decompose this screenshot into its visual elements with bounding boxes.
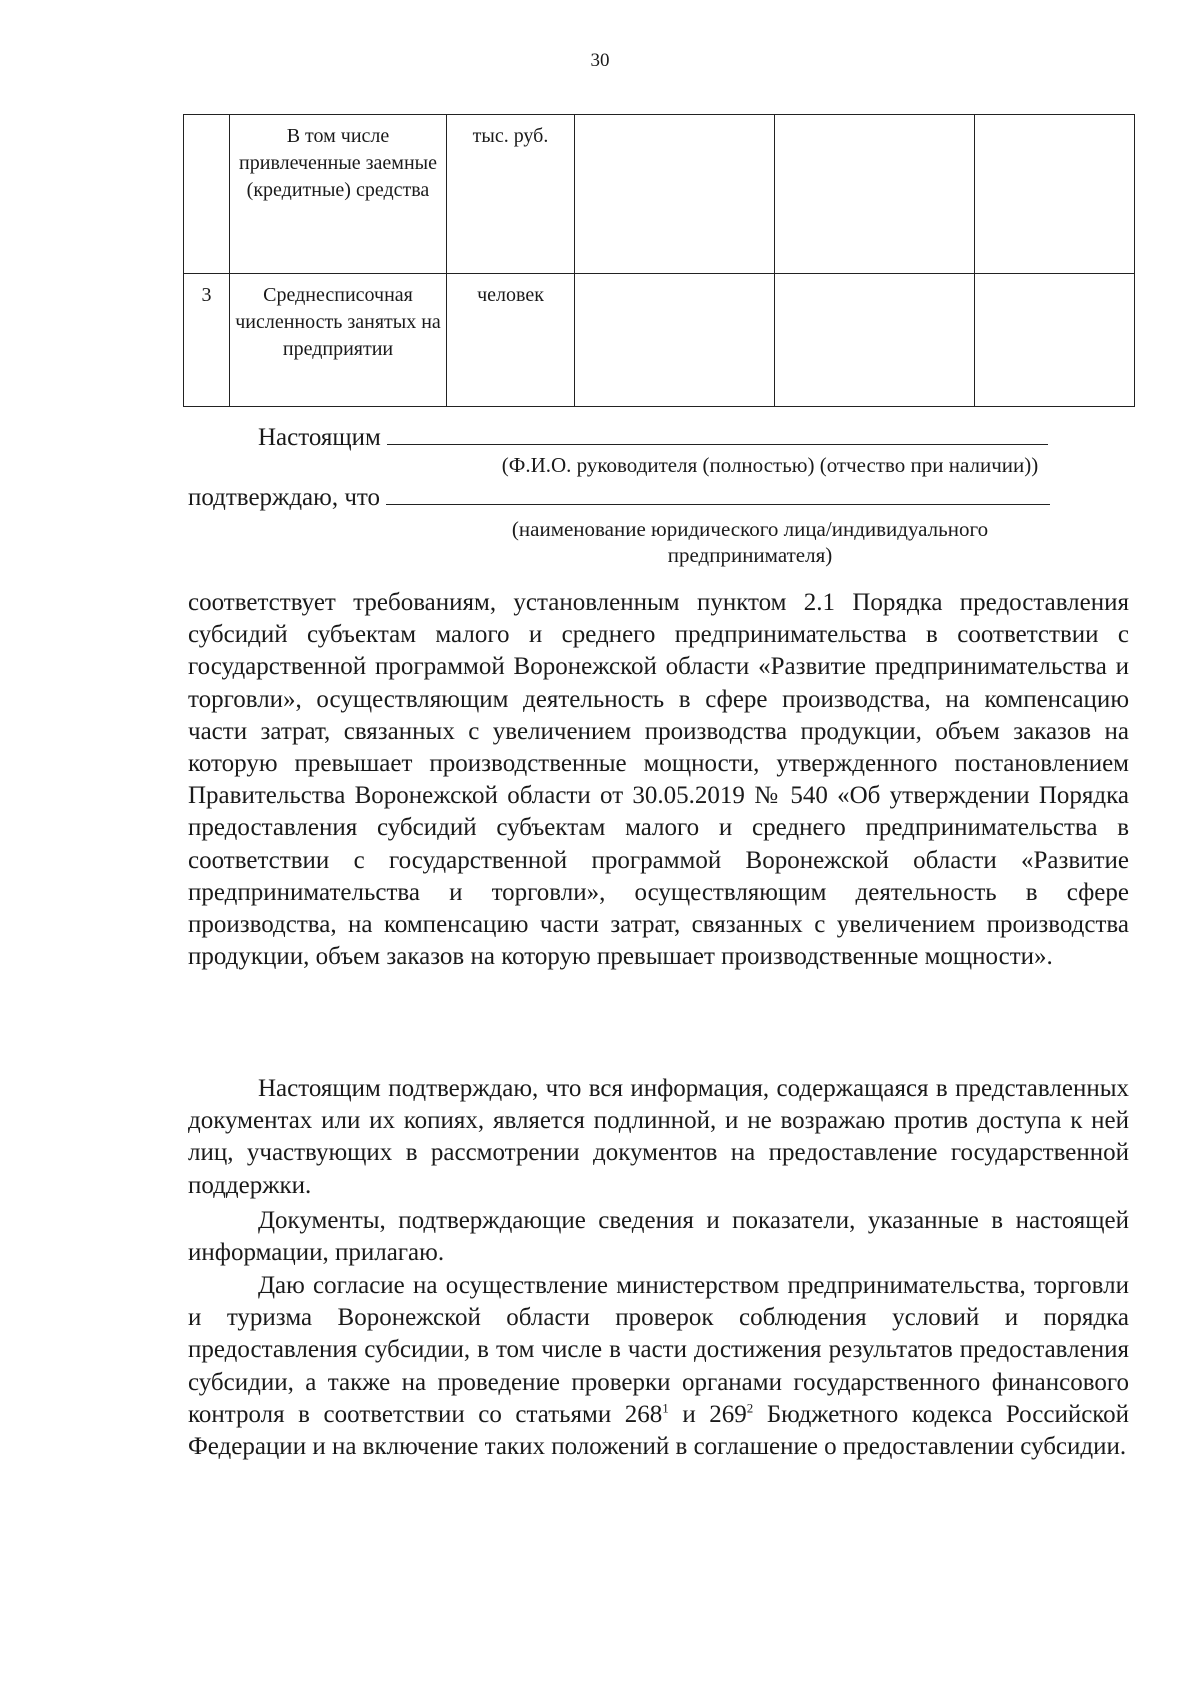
page-number: 30 — [590, 50, 610, 71]
director-name-caption: (Ф.И.О. руководителя (полностью) (отчество при наличии)) — [501, 453, 1039, 477]
compliance-paragraph: соответствует требованиям, установленным пунктом 2.1 Порядка предоставления субсидий субъектам малого и среднего предпринимательства в соответствии с государственной программой Воронежской области «Развитие предпринимательства и торговли», осуществляющим деятельность в сфере производства, на компенсацию части затрат, связанных с увеличением производства продукции, объем заказов на которую превышает производственные мощности, утвержденного постановлением Правительства Воронежской области от 30.05.2019 № 540 «Об утверждении Порядка предоставления субсидий субъектам малого и среднего предпринимательства в соответствии с государственной программой Воронежской области «Развитие предпринимательства и торговли», осуществляющим деятельность в сфере производства, на компенсацию части затрат, связанных с увеличением производства продукции, объем заказов на которую превышает производственные мощности». — [188, 589, 1129, 971]
indicator-name-cell: Среднесписочная численность занятых на предприятии — [230, 274, 447, 407]
article-268-superscript: 1 — [662, 1400, 669, 1416]
authenticity-paragraph: Настоящим подтверждаю, что вся информация, содержащаяся в представленных документах или их копиях, является подлинной, и не возражаю против доступа к ней лиц, участвующих в рассмотрении документов на предоставление государственной поддержки. — [188, 1075, 1129, 1199]
table-row — [184, 274, 1135, 407]
value-cell — [775, 115, 975, 274]
consent-and: и — [682, 1400, 696, 1428]
indicator-name-cell: В том числе привлеченные заемные (кредитные) средства — [230, 115, 447, 274]
consent-text-end: Бюджетного кодекса Российской Федерации и на включение таких положений в соглашение о предоставлении субсидии. — [188, 1400, 1130, 1461]
table-row — [184, 115, 1135, 274]
unit-cell: человек — [447, 274, 575, 407]
row-number-cell — [184, 115, 230, 274]
entity-name-line — [188, 478, 1050, 512]
director-name-field[interactable] — [387, 418, 1048, 445]
entity-label: подтверждаю, что — [188, 484, 380, 511]
consent-text-start: Даю согласие на осуществление министерством предпринимательства, торговли и туризма Воронежской области проверок соблюдения условий и порядка предоставления субсидии, в том числе в части достижения результатов предоставления субсидии, а также на проведение проверки органами государственного финансового контроля в соответствии со статьями — [188, 1272, 1129, 1428]
value-cell — [975, 274, 1135, 407]
director-name-line — [258, 418, 1048, 452]
value-cell — [575, 115, 775, 274]
entity-name-caption: (наименование юридического лица/индивидуального предпринимателя) — [511, 517, 989, 567]
value-cell — [975, 115, 1135, 274]
indicators-table — [183, 114, 1135, 407]
article-269: 269 — [709, 1400, 747, 1428]
director-label: Настоящим — [258, 424, 381, 451]
article-268: 268 — [624, 1400, 663, 1428]
entity-name-field[interactable] — [386, 478, 1050, 505]
value-cell — [575, 274, 775, 407]
article-269-superscript: 2 — [746, 1400, 754, 1416]
attachments-paragraph: Документы, подтверждающие сведения и показатели, указанные в настоящей информации, прилагаю. — [188, 1207, 1129, 1267]
unit-cell: тыс. руб. — [447, 115, 575, 274]
consent-paragraph — [188, 1270, 1129, 1463]
value-cell — [775, 274, 975, 407]
row-number-cell: 3 — [184, 274, 230, 407]
